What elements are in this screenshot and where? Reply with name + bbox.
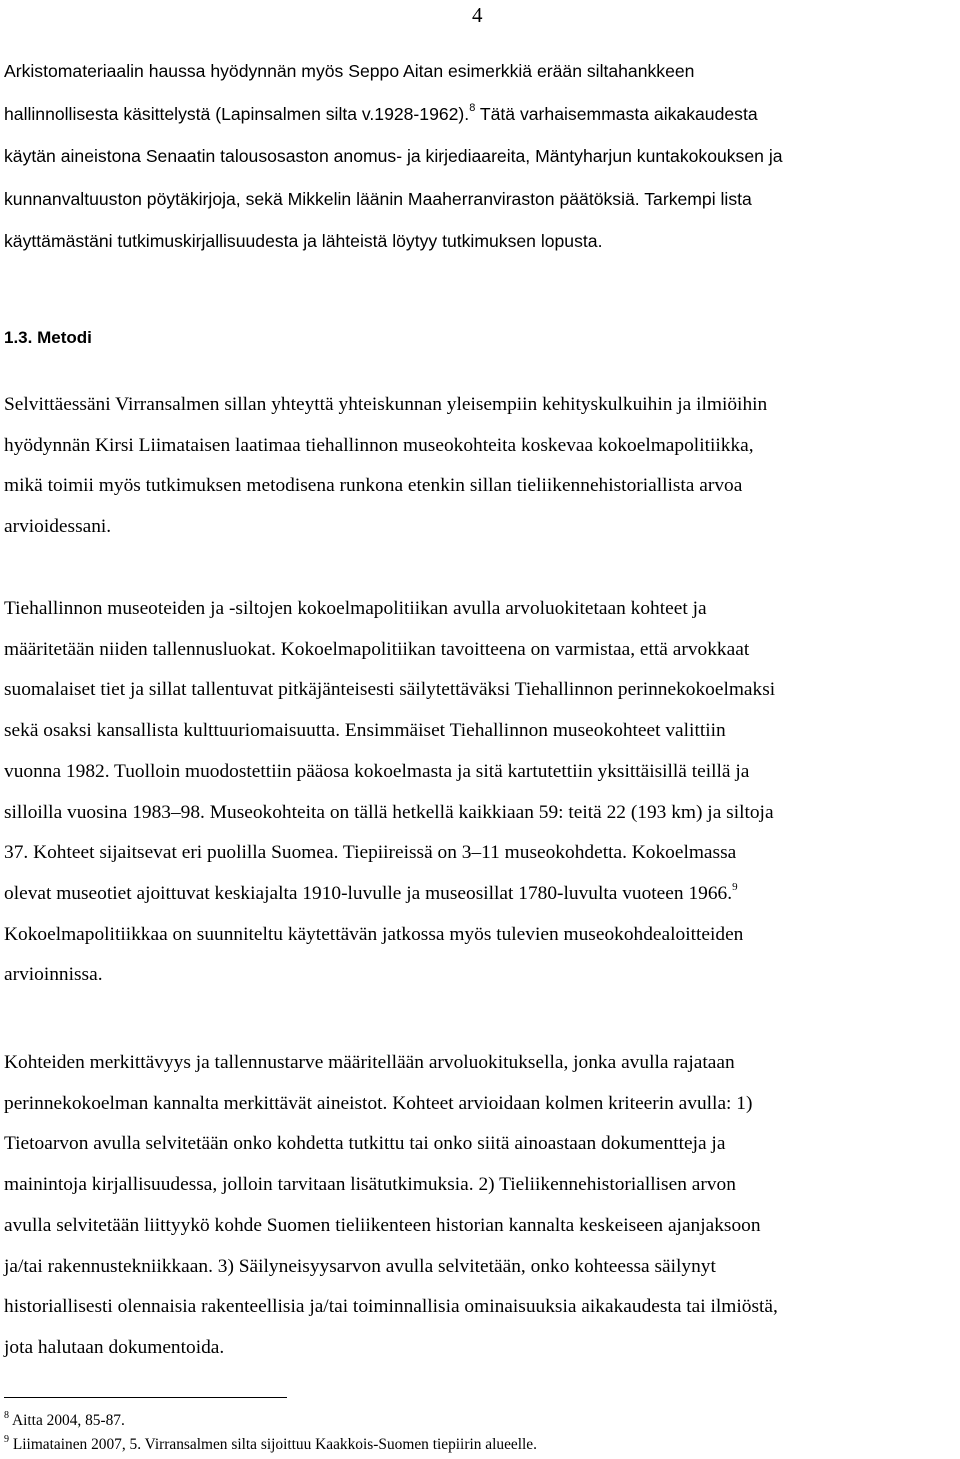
footnote-text: Aitta 2004, 85-87. bbox=[12, 1412, 125, 1429]
footnote-reference[interactable]: 8 bbox=[469, 101, 476, 114]
text-line: Kokoelmapolitiikkaa on suunniteltu käytettävän jatkossa myös tulevien museokohdealoitteiden bbox=[4, 923, 744, 945]
footnote-text: Liimatainen 2007, 5. Virransalmen silta sijoittuu Kaakkois-Suomen tiepiirin alueelle. bbox=[12, 1436, 537, 1453]
text-line bbox=[4, 874, 957, 915]
text-line: ja/tai rakennustekniikkaan. 3) Säilyneisyysarvon avulla selvitetään, onko kohteessa säilynyt bbox=[4, 1255, 716, 1277]
footnote-number: 9 bbox=[4, 1434, 9, 1445]
text-segment: olevat museotiet ajoittuvat keskiajalta 1910-luvulle ja museosillat 1780-luvulta vuoteen 1966. bbox=[4, 882, 733, 904]
text-line: sekä osaksi kansallista kulttuuriomaisuutta. Ensimmäiset Tiehallinnon museokohteet valittiin bbox=[4, 720, 726, 742]
text-line: Selvittäessäni Virransalmen sillan yhteyttä yhteiskunnan yleisempiin kehityskulkuihin ja ilmiöihin bbox=[4, 394, 768, 415]
footnote-reference[interactable]: 9 bbox=[732, 880, 738, 893]
text-line: Tiehallinnon museoteiden ja -siltojen kokoelmapolitiikan avulla arvoluokitetaan kohteet ja bbox=[4, 598, 707, 619]
text-line: silloilla vuosina 1983–98. Museokohteita on tällä hetkellä kaikkiaan 59: teitä 22 (193 km) ja siltoja bbox=[4, 801, 774, 823]
text-line: vuonna 1982. Tuolloin muodostettiin pääosa kokoelmasta ja sitä kartutettiin yksittäisillä teillä ja bbox=[4, 760, 750, 782]
intro-paragraph bbox=[4, 50, 957, 263]
footnote-number: 8 bbox=[4, 1410, 9, 1421]
text-line: käytän aineistona Senaatin talousosaston anomus- ja kirjediaareita, Mäntyharjun kuntakokouksen ja bbox=[4, 146, 783, 166]
method-paragraph-2 bbox=[4, 589, 957, 996]
text-line: arvioinnissa. bbox=[4, 964, 103, 986]
text-line: mainintoja kirjallisuudessa, jolloin tarvitaan lisätutkimuksia. 2) Tieliikennehistoriallisen arvon bbox=[4, 1174, 736, 1196]
footnote-divider bbox=[4, 1397, 287, 1398]
text-line: kunnanvaltuuston pöytäkirjoja, sekä Mikkelin läänin Maaherranviraston päätöksiä. Tarkempi lista bbox=[4, 188, 752, 209]
text-line: perinnekokoelman kannalta merkittävät aineistot. Kohteet arvioidaan kolmen kriteerin avulla: 1) bbox=[4, 1092, 753, 1114]
text-segment: hallinnollisesta käsittelystä (Lapinsalmen silta v.1928-1962). bbox=[4, 103, 470, 124]
section-heading: 1.3. Metodi bbox=[4, 328, 92, 347]
text-line: Kohteiden merkittävyys ja tallennustarve määritellään arvoluokituksella, jonka avulla rajataan bbox=[4, 1052, 735, 1073]
text-line: Tietoarvon avulla selvitetään onko kohdetta tutkittu tai onko siitä ainoastaan dokumentteja ja bbox=[4, 1133, 726, 1155]
footnote bbox=[4, 1409, 537, 1433]
text-line: 37. Kohteet sijaitsevat eri puolilla Suomea. Tiepiireissä on 3–11 museokohdetta. Kokoelmassa bbox=[4, 842, 737, 864]
text-line: Arkistomateriaalin haussa hyödynnän myös Seppo Aitan esimerkkiä erään siltahankkeen bbox=[4, 61, 695, 81]
text-line bbox=[4, 93, 957, 136]
text-line: avulla selvitetään liittyykö kohde Suomen tieliikenteen historian kannalta keskeiseen ajanjaksoon bbox=[4, 1214, 761, 1236]
text-line: hyödynnän Kirsi Liimataisen laatimaa tiehallinnon museokohteita koskevaa kokoelmapolitiikka, bbox=[4, 434, 754, 456]
method-paragraph-1 bbox=[4, 385, 957, 548]
method-paragraph-3 bbox=[4, 1043, 957, 1369]
footnote bbox=[4, 1433, 537, 1457]
footnotes bbox=[4, 1409, 537, 1457]
text-line: käyttämästäni tutkimuskirjallisuudesta ja lähteistä löytyy tutkimuksen lopusta. bbox=[4, 231, 603, 251]
text-line: jota halutaan dokumentoida. bbox=[4, 1336, 225, 1358]
page-number: 4 bbox=[472, 3, 483, 27]
text-segment: Tätä varhaisemmasta aikakaudesta bbox=[475, 103, 758, 124]
text-line: arvioidessani. bbox=[4, 516, 112, 538]
text-line: mikä toimii myös tutkimuksen metodisena runkona etenkin sillan tieliikennehistoriallista arvoa bbox=[4, 475, 743, 497]
text-line: suomalaiset tiet ja sillat tallentuvat pitkäjänteisesti säilytettäväksi Tiehallinnon perinnekokoelmaksi bbox=[4, 679, 776, 701]
text-line: historiallisesti olennaisia rakenteellisia ja/tai toiminnallisia ominaisuuksia aikakaudesta tai ilmiöstä, bbox=[4, 1296, 778, 1318]
text-line: määritetään niiden tallennusluokat. Kokoelmapolitiikan tavoitteena on varmistaa, että arvokkaat bbox=[4, 638, 750, 660]
